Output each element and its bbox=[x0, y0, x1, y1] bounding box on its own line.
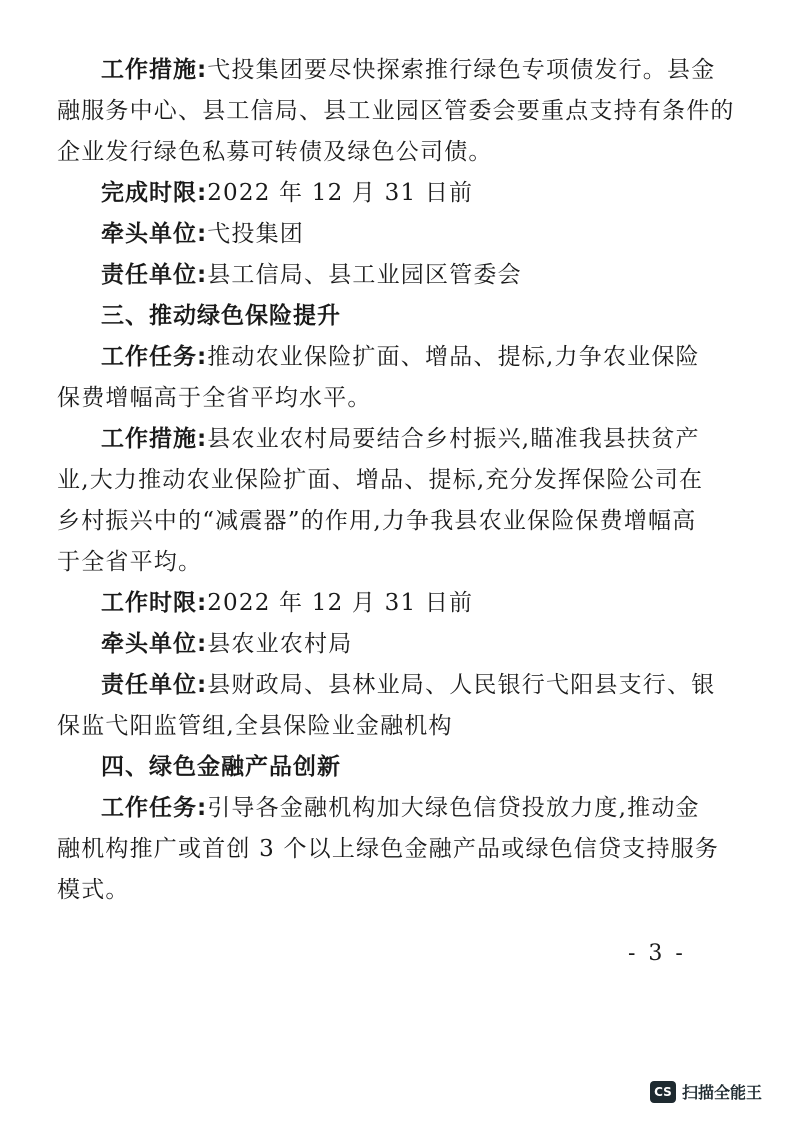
field-label: 工作任务: bbox=[101, 344, 208, 370]
lead-unit-line bbox=[101, 629, 352, 659]
section-heading bbox=[101, 301, 341, 331]
field-label: 工作时限: bbox=[101, 590, 208, 616]
line-text: 融机构推广或首创 3 个以上绿色金融产品或绿色信贷支持服务 bbox=[57, 836, 720, 862]
field-label: 牵头单位: bbox=[101, 631, 208, 657]
paragraph-line bbox=[57, 506, 696, 536]
line-text: 推动农业保险扩面、增品、提标,力争农业保险 bbox=[207, 344, 700, 370]
line-text: 2022 年 12 月 31 日前 bbox=[207, 180, 474, 206]
deadline-line bbox=[101, 178, 473, 208]
line-text: 乡村振兴中的“减震器”的作用,力争我县农业保险保费增幅高 bbox=[57, 508, 697, 534]
section-heading bbox=[101, 752, 341, 782]
section-heading-text: 三、推动绿色保险提升 bbox=[101, 303, 341, 329]
line-text: 保监弋阳监管组,全县保险业金融机构 bbox=[57, 713, 453, 739]
field-label: 牵头单位: bbox=[101, 221, 208, 247]
paragraph-line bbox=[101, 342, 700, 372]
line-text: 县工信局、县工业园区管委会 bbox=[207, 262, 522, 288]
paragraph-line bbox=[57, 547, 202, 577]
field-label: 责任单位: bbox=[101, 672, 208, 698]
field-label: 工作措施: bbox=[101, 426, 208, 452]
line-text: 弋投集团要尽快探索推行绿色专项债发行。县金 bbox=[207, 57, 716, 83]
line-text: 县财政局、县林业局、人民银行弋阳县支行、银 bbox=[207, 672, 716, 698]
line-text: 县农业农村局 bbox=[207, 631, 353, 657]
watermark-text: 扫描全能王 bbox=[682, 1083, 763, 1102]
paragraph-line bbox=[57, 875, 130, 905]
page-number: - 3 - bbox=[628, 941, 686, 966]
line-text: 模式。 bbox=[57, 877, 130, 903]
paragraph-line bbox=[57, 465, 703, 495]
line-text: 业,大力推动农业保险扩面、增品、提标,充分发挥保险公司在 bbox=[57, 467, 704, 493]
field-label: 完成时限: bbox=[101, 180, 208, 206]
section-heading-text: 四、绿色金融产品创新 bbox=[101, 754, 341, 780]
deadline-line bbox=[101, 588, 473, 618]
field-label: 工作任务: bbox=[101, 795, 208, 821]
line-text: 县农业农村局要结合乡村振兴,瞄准我县扶贫产 bbox=[207, 426, 700, 452]
paragraph-line bbox=[57, 96, 735, 126]
line-text: 于全省平均。 bbox=[57, 549, 203, 575]
responsible-unit-line bbox=[101, 260, 522, 290]
field-label: 工作措施: bbox=[101, 57, 208, 83]
field-label: 责任单位: bbox=[101, 262, 208, 288]
paragraph-line bbox=[101, 55, 715, 85]
paragraph-line bbox=[101, 793, 700, 823]
line-text: 弋投集团 bbox=[207, 221, 305, 247]
lead-unit-line bbox=[101, 219, 304, 249]
paragraph-line bbox=[57, 137, 493, 167]
camscanner-logo-icon: CS bbox=[650, 1081, 676, 1103]
line-text: 引导各金融机构加大绿色信贷投放力度,推动金 bbox=[207, 795, 700, 821]
paragraph-line bbox=[57, 711, 453, 741]
paragraph-line bbox=[101, 424, 700, 454]
line-text: 2022 年 12 月 31 日前 bbox=[207, 590, 474, 616]
responsible-unit-line bbox=[101, 670, 715, 700]
line-text: 融服务中心、县工信局、县工业园区管委会要重点支持有条件的 bbox=[57, 98, 735, 124]
paragraph-line bbox=[57, 834, 719, 864]
line-text: 企业发行绿色私募可转债及绿色公司债。 bbox=[57, 139, 493, 165]
line-text: 保费增幅高于全省平均水平。 bbox=[57, 385, 372, 411]
scanner-watermark bbox=[650, 1080, 762, 1103]
paragraph-line bbox=[57, 383, 372, 413]
